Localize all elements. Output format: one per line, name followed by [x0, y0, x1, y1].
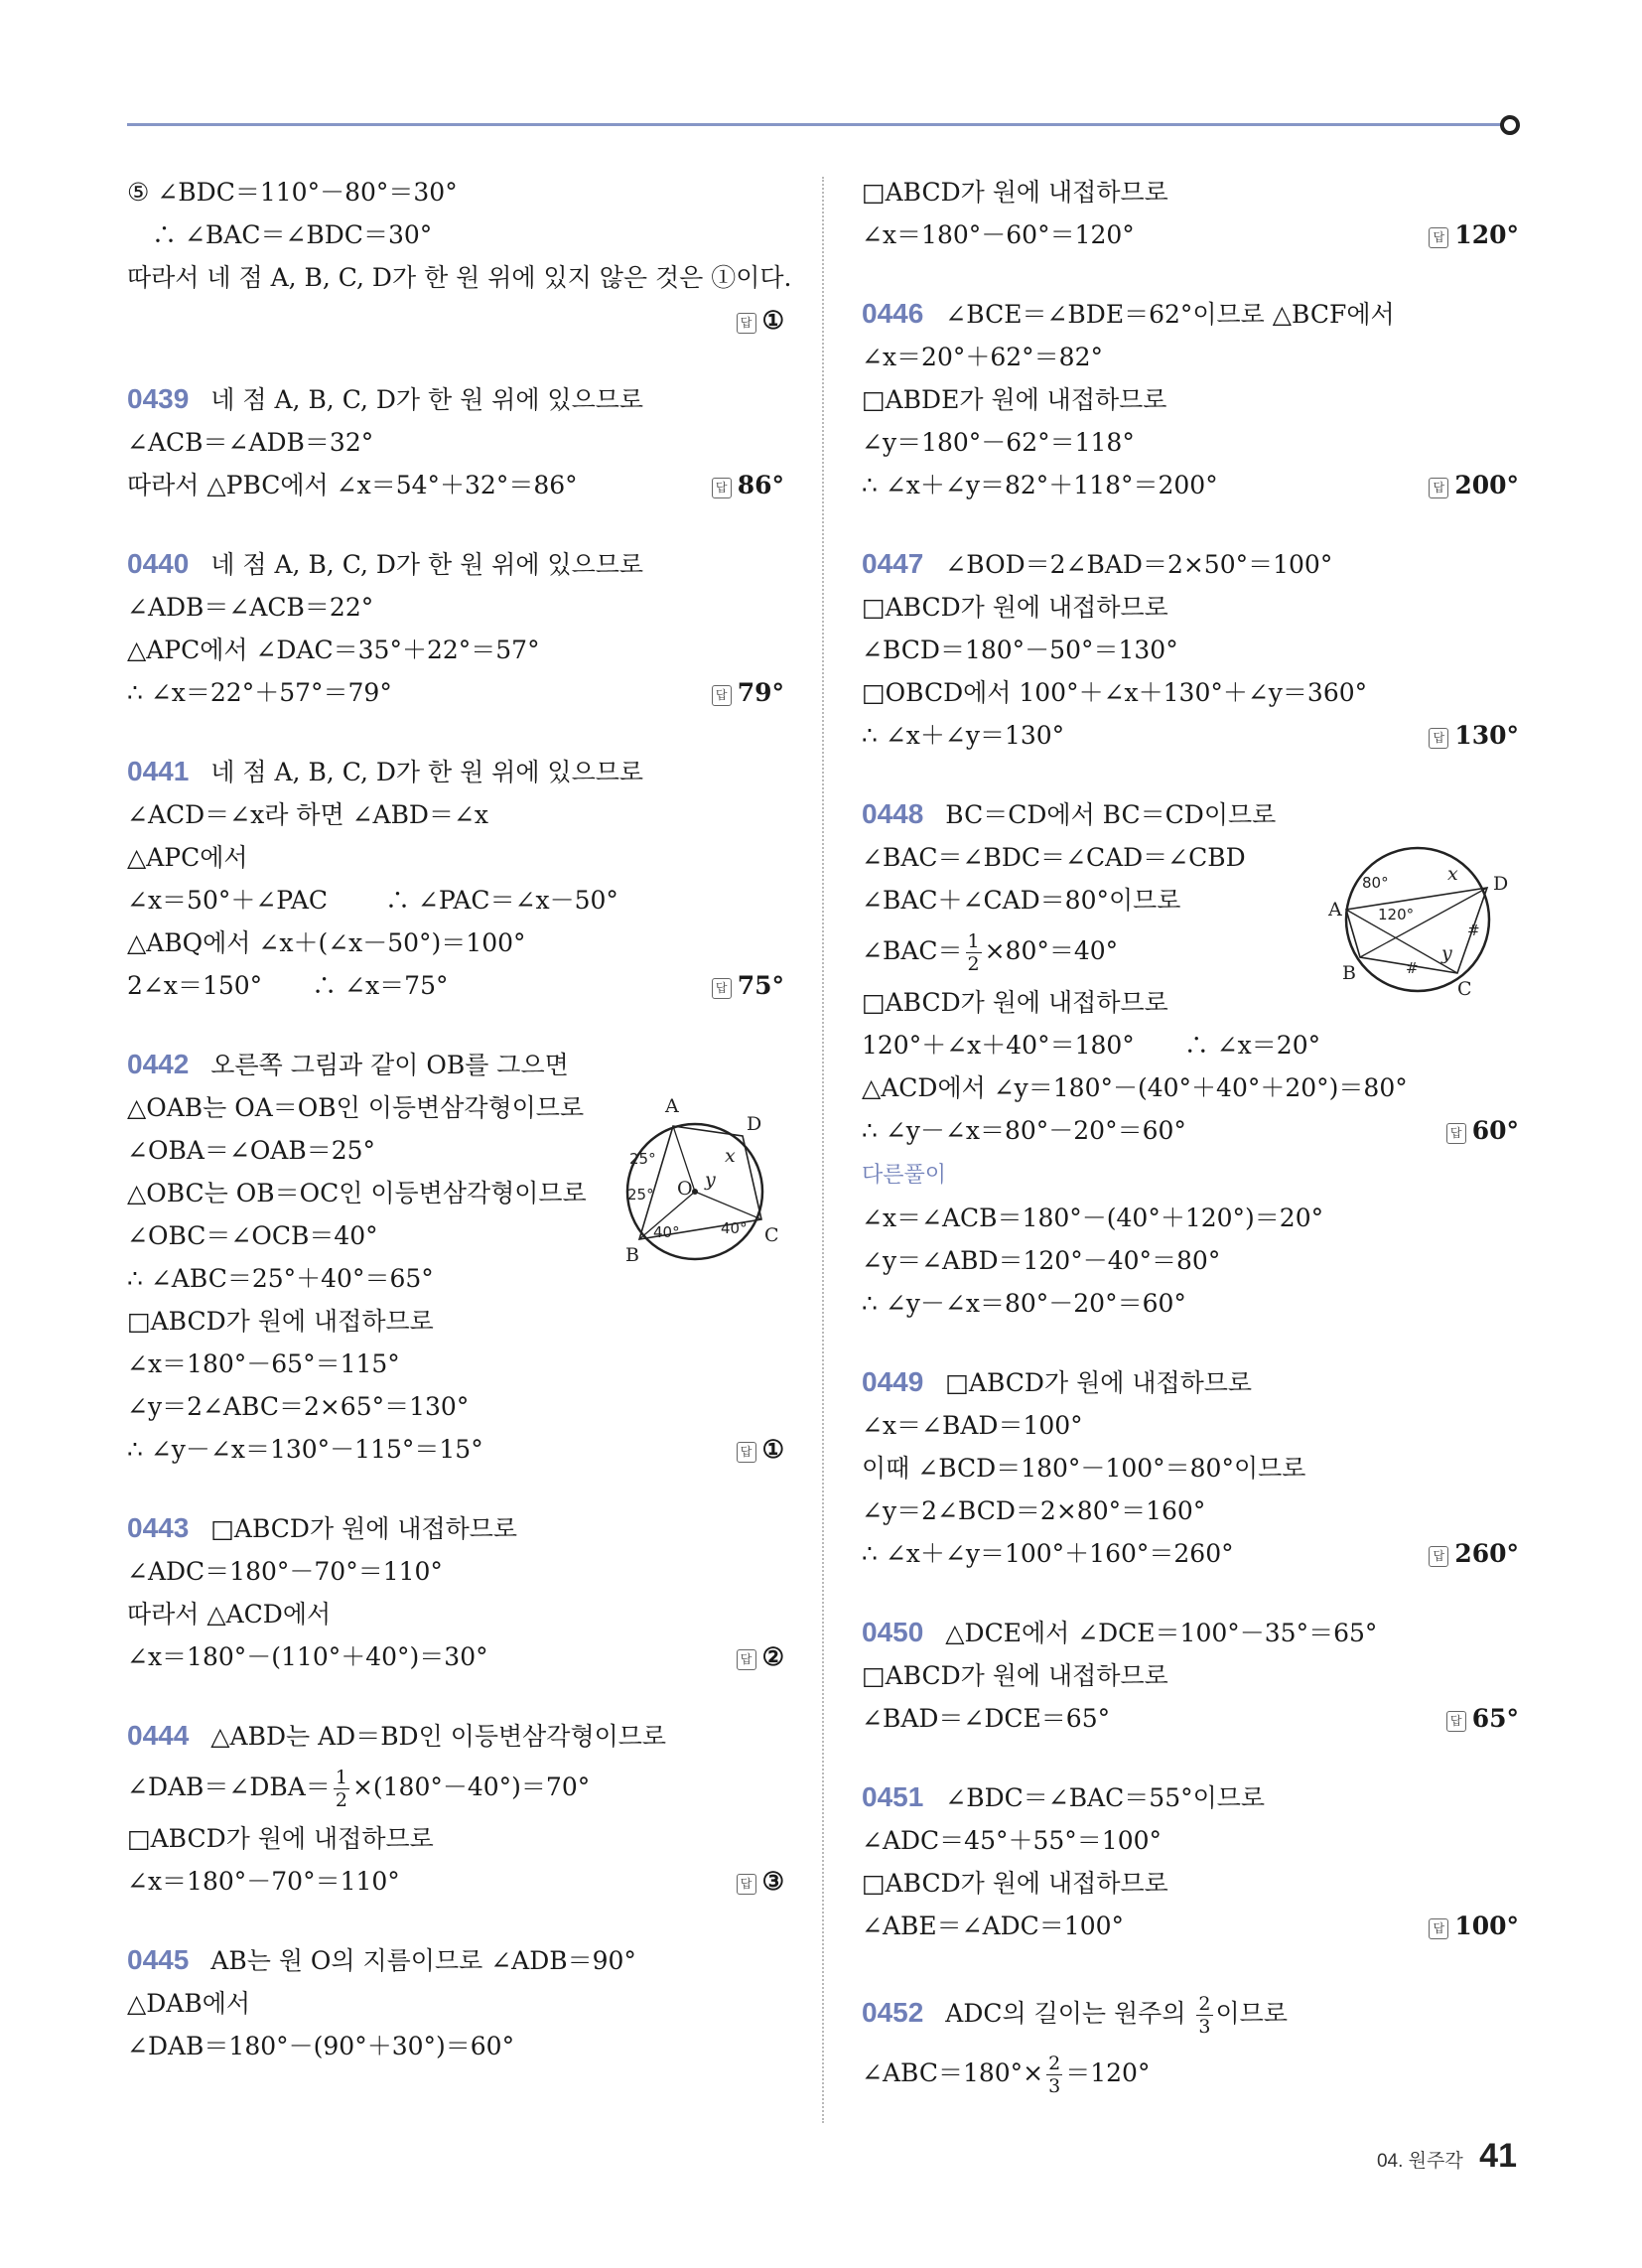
answer-icon: 답: [712, 685, 732, 706]
solution-line: [862, 292, 1519, 336]
solution-line: [127, 377, 784, 421]
line-text: ∴ ∠ABC＝25°＋40°＝65°: [127, 1264, 434, 1293]
answer-icon: 답: [737, 1442, 756, 1463]
line-text: □ABCD가 원에 내접하므로: [862, 988, 1168, 1017]
line-text: ∠BCE＝∠BDE＝62°이므로 △BCF에서: [945, 300, 1395, 329]
angle-80: 80°: [1362, 874, 1389, 892]
answer-icon: 답: [1429, 1546, 1448, 1567]
answer-icon: 답: [1446, 1123, 1466, 1144]
solution-line: [862, 586, 1519, 629]
problem-number: 0441: [127, 756, 190, 786]
answer-icon: 답: [712, 478, 732, 498]
fraction-numerator: 2: [1198, 1993, 1211, 2015]
line-text: ∠BAC＋∠CAD＝80°이므로: [862, 886, 1181, 915]
solution-line: [862, 1447, 1519, 1489]
line-text: ADC의 길이는 원주의: [945, 1999, 1194, 2028]
label-y: y: [705, 1169, 716, 1191]
problem-number: 0443: [127, 1512, 190, 1543]
answer-icon: 답: [712, 978, 732, 999]
line-text-after: ＝120°: [1065, 2058, 1151, 2087]
answer-value: 65°: [1471, 1704, 1519, 1733]
solution-line: [127, 171, 784, 213]
line-text: □ABCD가 원에 내접하므로: [127, 1307, 434, 1336]
line-text: □ABCD가 원에 내접하므로: [210, 1514, 518, 1543]
label-d: D: [1493, 873, 1509, 895]
solution-line: [862, 1109, 1519, 1152]
solution-line: [862, 1532, 1519, 1575]
line-text: ∠y＝∠ABD＝120°－40°＝80°: [862, 1246, 1221, 1275]
answer: [1429, 1905, 1519, 1947]
line-text: ∠BAC＝: [862, 936, 963, 965]
answer-icon: 답: [1429, 1918, 1448, 1939]
problem-0450: [862, 1611, 1519, 1740]
solution-line: [862, 378, 1519, 421]
answer: [1429, 714, 1519, 757]
line-text: ∠x＝180°－(110°＋40°)＝30°: [127, 1642, 488, 1671]
line-text: 따라서 네 점 A, B, C, D가 한 원 위에 있지 않은 것은 ①이다.: [127, 263, 792, 292]
problem-0452: [862, 1983, 1519, 2103]
line-text: ∠x＝∠BAD＝100°: [862, 1411, 1083, 1440]
solution-line: [862, 792, 1519, 836]
problem-number: 0439: [127, 383, 190, 414]
line-text: △DAB에서: [127, 1989, 250, 2018]
line-text: 네 점 A, B, C, D가 한 원 위에 있으므로: [210, 758, 644, 786]
solution-line: [862, 1282, 1519, 1325]
figure-0442: [616, 1082, 784, 1271]
problem-number: 0451: [862, 1781, 924, 1812]
line-text: ∠ACB＝∠ADB＝32°: [127, 428, 374, 457]
line-text: ∴ ∠BAC＝∠BDC＝30°: [127, 220, 433, 249]
line-text: 따라서 △PBC에서 ∠x＝54°＋32°＝86°: [127, 471, 578, 499]
solution-line: [862, 1654, 1519, 1697]
line-text: ∠BCD＝180°－50°＝130°: [862, 636, 1178, 664]
solution-line: [127, 213, 784, 256]
line-text: △ACD에서 ∠y＝180°－(40°＋40°＋20°)＝80°: [862, 1073, 1408, 1102]
solution-line: [127, 921, 784, 964]
line-text: △APC에서: [127, 843, 248, 872]
alt-solution-label: 다른풀이: [862, 1163, 947, 1188]
fraction-numerator: 1: [967, 930, 980, 952]
tick-mark-cd: #: [1467, 921, 1480, 939]
problem-0444: [127, 1714, 784, 1903]
solution-line: [127, 464, 784, 506]
line-text-after: 이므로: [1215, 1999, 1288, 2028]
answer-value: 100°: [1454, 1912, 1519, 1940]
solution-line: [127, 256, 792, 299]
line-text: ∠x＝∠ACB＝180°－(40°＋120°)＝20°: [862, 1204, 1324, 1232]
problem-continued: [862, 171, 1519, 256]
label-y: y: [1441, 942, 1452, 964]
answer-icon: 답: [1429, 478, 1448, 498]
solution-line: [862, 1489, 1519, 1532]
solution-line: [862, 1152, 1519, 1197]
answer-icon: 답: [737, 313, 756, 334]
fraction-denominator: 3: [1198, 2016, 1211, 2038]
column-divider: [822, 177, 824, 2123]
line-text: □ABCD가 원에 내접하므로: [862, 178, 1168, 207]
line-text: ∠OBC＝∠OCB＝40°: [127, 1221, 378, 1250]
line-text: ∠x＝180°－70°＝110°: [127, 1867, 400, 1896]
tick-mark-bc: #: [1406, 959, 1419, 977]
answer-value: 120°: [1454, 220, 1519, 249]
problem-continued: [127, 171, 792, 342]
solution-line: [862, 213, 1519, 256]
solution-line: [127, 629, 784, 671]
label-a: A: [665, 1095, 679, 1117]
line-text: 120°＋∠x＋40°＝180° ∴ ∠x＝20°: [862, 1031, 1321, 1060]
line-text: 오른쪽 그림과 같이 OB를 그으면: [210, 1051, 569, 1079]
answer: [1446, 1697, 1519, 1740]
solution-line: [127, 1506, 784, 1550]
solution-line: [862, 1862, 1519, 1905]
label-o: O: [677, 1178, 693, 1200]
answer: [737, 1428, 784, 1471]
solution-line: [127, 1860, 784, 1903]
line-text: ∴ ∠x＋∠y＝130°: [862, 721, 1065, 750]
solution-line: [862, 1697, 1519, 1740]
answer: [737, 299, 784, 342]
line-text: 2∠x＝150° ∴ ∠x＝75°: [127, 971, 449, 1000]
line-text: △DCE에서 ∠DCE＝100°－35°＝65°: [945, 1619, 1378, 1647]
problem-number: 0447: [862, 548, 924, 579]
line-text: ∠BAD＝∠DCE＝65°: [862, 1704, 1111, 1733]
label-c: C: [1457, 978, 1472, 999]
solution-line: [862, 1819, 1519, 1862]
solution-line: [862, 542, 1519, 586]
line-text-after: ×(180°－40°)＝70°: [351, 1772, 591, 1801]
line-text: □ABCD가 원에 내접하므로: [945, 1368, 1253, 1397]
solution-line: [127, 1593, 784, 1635]
line-text: ⑤ ∠BDC＝110°－80°＝30°: [127, 178, 458, 207]
answer: [737, 1860, 784, 1903]
problem-number: 0440: [127, 548, 190, 579]
solution-line: [127, 1428, 784, 1471]
line-text: □ABCD가 원에 내접하므로: [862, 1661, 1168, 1690]
page-number: 41: [1479, 2137, 1517, 2175]
problem-0440: [127, 542, 784, 714]
line-text: ∠ABE＝∠ADC＝100°: [862, 1912, 1125, 1940]
fraction: [1196, 1993, 1212, 2038]
problem-number: 0445: [127, 1944, 190, 1975]
line-text: 네 점 A, B, C, D가 한 원 위에 있으므로: [210, 550, 644, 579]
solution-line: [127, 1938, 784, 1982]
answer: [737, 1635, 784, 1678]
problem-0443: [127, 1506, 784, 1678]
answer-icon: 답: [737, 1874, 756, 1895]
line-text: ∠y＝180°－62°＝118°: [862, 428, 1135, 457]
line-text: ∴ ∠x＋∠y＝82°＋118°＝200°: [862, 471, 1218, 499]
line-text: ∠ADB＝∠ACB＝22°: [127, 593, 374, 622]
answer: [1446, 1109, 1519, 1152]
solution-line: [862, 1024, 1519, 1066]
answer-value: 75°: [737, 971, 784, 1000]
fraction-denominator: 3: [1048, 2075, 1061, 2097]
label-x: x: [725, 1145, 736, 1167]
line-text: ∠BAC＝∠BDC＝∠CAD＝∠CBD: [862, 843, 1246, 872]
figure-0448: [1308, 840, 1527, 999]
line-text: ∠ADC＝45°＋55°＝100°: [862, 1826, 1163, 1855]
problem-number: 0448: [862, 798, 924, 829]
fraction-numerator: 1: [335, 1767, 347, 1788]
answer: [1429, 213, 1519, 256]
fraction-numerator: 2: [1048, 2053, 1061, 2074]
problem-0447: [862, 542, 1519, 757]
line-text: ∠ADC＝180°－70°＝110°: [127, 1557, 443, 1586]
label-c: C: [764, 1224, 779, 1246]
line-text: 따라서 △ACD에서: [127, 1600, 332, 1629]
problem-number: 0444: [127, 1720, 190, 1751]
solution-line: [127, 299, 784, 342]
angle-25-b: 25°: [627, 1186, 654, 1204]
answer-value: 86°: [737, 471, 784, 499]
problem-0445: [127, 1938, 784, 2067]
line-text: ∠ABC＝180°×: [862, 2058, 1044, 2087]
answer-value: 200°: [1454, 471, 1519, 499]
problem-0451: [862, 1775, 1519, 1947]
line-text: △APC에서 ∠DAC＝35°＋22°＝57°: [127, 636, 540, 664]
solution-line: [862, 171, 1519, 213]
answer-value: ③: [761, 1867, 784, 1896]
solution-line: [127, 1758, 784, 1817]
line-text: △ABD는 AD＝BD인 이등변삼각형이므로: [210, 1722, 667, 1751]
line-text: ∠y＝2∠ABC＝2×65°＝130°: [127, 1392, 470, 1421]
problem-number: 0446: [862, 298, 924, 329]
line-text: □OBCD에서 100°＋∠x＋130°＋∠y＝360°: [862, 678, 1368, 707]
angle-40-a: 40°: [653, 1223, 680, 1241]
problem-number: 0452: [862, 1997, 924, 2028]
line-text: □ABCD가 원에 내접하므로: [862, 593, 1168, 622]
answer-value: ②: [761, 1642, 784, 1671]
line-text: ∴ ∠y－∠x＝130°－115°＝15°: [127, 1435, 483, 1464]
line-text: ∠x＝20°＋62°＝82°: [862, 343, 1103, 371]
line-text: ∠OBA＝∠OAB＝25°: [127, 1136, 376, 1165]
answer: [712, 671, 784, 714]
answer: [712, 964, 784, 1007]
answer-icon: 답: [1446, 1711, 1466, 1732]
solution-line: [862, 629, 1519, 671]
solution-line: [127, 793, 784, 836]
line-text-after: ×80°＝40°: [984, 936, 1119, 965]
solution-line: [862, 421, 1519, 464]
fraction-denominator: 2: [335, 1789, 347, 1811]
answer-icon: 답: [1429, 728, 1448, 749]
chapter-label: 04. 원주각: [1376, 2151, 1463, 2172]
answer: [1429, 1532, 1519, 1575]
problem-0446: [862, 292, 1519, 506]
problem-0439: [127, 377, 784, 506]
solution-line: [127, 1817, 784, 1860]
solution-line: [862, 336, 1519, 378]
solution-line: [862, 1360, 1519, 1404]
label-b: B: [625, 1244, 639, 1266]
solution-line: [127, 750, 784, 793]
solution-line: [862, 1905, 1519, 1947]
answer: [712, 464, 784, 506]
line-text: △OBC는 OB＝OC인 이등변삼각형이므로: [127, 1179, 587, 1207]
solution-line: [127, 879, 784, 921]
fraction: [966, 930, 982, 975]
problem-number: 0442: [127, 1049, 190, 1079]
line-text: 네 점 A, B, C, D가 한 원 위에 있으므로: [210, 385, 644, 414]
line-text: ∴ ∠x＝22°＋57°＝79°: [127, 678, 392, 707]
answer-icon: 답: [737, 1649, 756, 1670]
solution-line: [862, 671, 1519, 714]
center-point: [692, 1189, 698, 1195]
solution-line: [127, 671, 784, 714]
answer-value: ①: [761, 306, 784, 335]
solution-line: [862, 2044, 1519, 2103]
line-text: □ABCD가 원에 내접하므로: [862, 1869, 1168, 1898]
angle-120: 120°: [1378, 906, 1415, 923]
line-text: ∴ ∠y－∠x＝80°－20°＝60°: [862, 1289, 1186, 1318]
header-dot-icon: [1500, 115, 1520, 135]
solution-line: [127, 836, 784, 879]
line-text: BC＝CD에서 BC＝CD이므로: [945, 800, 1277, 829]
page-footer: [1377, 2137, 1517, 2176]
solution-line: [862, 714, 1519, 757]
right-column: [862, 171, 1519, 2139]
solution-line: [127, 1385, 784, 1428]
problem-number: 0449: [862, 1366, 924, 1397]
problem-0449: [862, 1360, 1519, 1575]
solution-line: [862, 1404, 1519, 1447]
label-b: B: [1342, 962, 1356, 984]
answer-value: 260°: [1454, 1539, 1519, 1568]
solution-line: [127, 1550, 784, 1593]
solution-line: [127, 1043, 784, 1086]
line-text: ∠x＝50°＋∠PAC ∴ ∠PAC＝∠x－50°: [127, 886, 618, 915]
solution-line: [862, 1611, 1519, 1654]
solution-line: [127, 586, 784, 629]
line-text: □ABDE가 원에 내접하므로: [862, 385, 1167, 414]
label-x: x: [1447, 863, 1458, 885]
line-text: ∠DAB＝180°－(90°＋30°)＝60°: [127, 2032, 515, 2060]
label-d: D: [747, 1113, 762, 1135]
line-text: ∠x＝180°－65°＝115°: [127, 1349, 400, 1378]
solution-line: [127, 1635, 784, 1678]
solution-line: [862, 1775, 1519, 1819]
answer-value: 79°: [737, 678, 784, 707]
solution-line: [862, 1066, 1519, 1109]
solution-line: [862, 1197, 1519, 1239]
angle-25-a: 25°: [629, 1150, 656, 1168]
solution-line: [127, 1714, 784, 1758]
label-a: A: [1328, 899, 1342, 921]
solution-line: [127, 1343, 784, 1385]
line-text: ∠BOD＝2∠BAD＝2×50°＝100°: [945, 550, 1333, 579]
line-text: ∠DAB＝∠DBA＝: [127, 1772, 331, 1801]
solution-line: [127, 1300, 784, 1343]
solution-line: [127, 1982, 784, 2025]
fraction: [1046, 2053, 1062, 2097]
answer-value: 60°: [1471, 1116, 1519, 1145]
fraction-denominator: 2: [967, 953, 980, 975]
problem-0441: [127, 750, 784, 1007]
solution-line: [127, 542, 784, 586]
line-text: △OAB는 OA＝OB인 이등변삼각형이므로: [127, 1093, 585, 1122]
answer-icon: 답: [1429, 227, 1448, 248]
line-text: ∠x＝180°－60°＝120°: [862, 220, 1135, 249]
answer-value: 130°: [1454, 721, 1519, 750]
problem-number: 0450: [862, 1617, 924, 1647]
line-text: ∴ ∠y－∠x＝80°－20°＝60°: [862, 1116, 1186, 1145]
solution-line: [127, 964, 784, 1007]
solution-line: [862, 464, 1519, 506]
line-text: ∴ ∠x＋∠y＝100°＋160°＝260°: [862, 1539, 1234, 1568]
answer-value: ①: [761, 1435, 784, 1464]
solution-line: [127, 2025, 784, 2067]
solution-line: [862, 1239, 1519, 1282]
line-text: ∠y＝2∠BCD＝2×80°＝160°: [862, 1496, 1206, 1525]
solution-line: [862, 1983, 1519, 2044]
radius-oc: [695, 1192, 761, 1219]
answer: [1429, 464, 1519, 506]
line-text: 이때 ∠BCD＝180°－100°＝80°이므로: [862, 1454, 1306, 1483]
line-text: □ABCD가 원에 내접하므로: [127, 1824, 434, 1853]
header-rule: [127, 123, 1507, 126]
line-text: △ABQ에서 ∠x＋(∠x－50°)＝100°: [127, 928, 526, 957]
line-text: AB는 원 O의 지름이므로 ∠ADB＝90°: [210, 1946, 636, 1975]
line-text: ∠ACD＝∠x라 하면 ∠ABD＝∠x: [127, 800, 489, 829]
solution-line: [127, 421, 784, 464]
angle-40-b: 40°: [721, 1219, 748, 1237]
line-text: ∠BDC＝∠BAC＝55°이므로: [945, 1783, 1266, 1812]
fraction: [334, 1767, 349, 1811]
